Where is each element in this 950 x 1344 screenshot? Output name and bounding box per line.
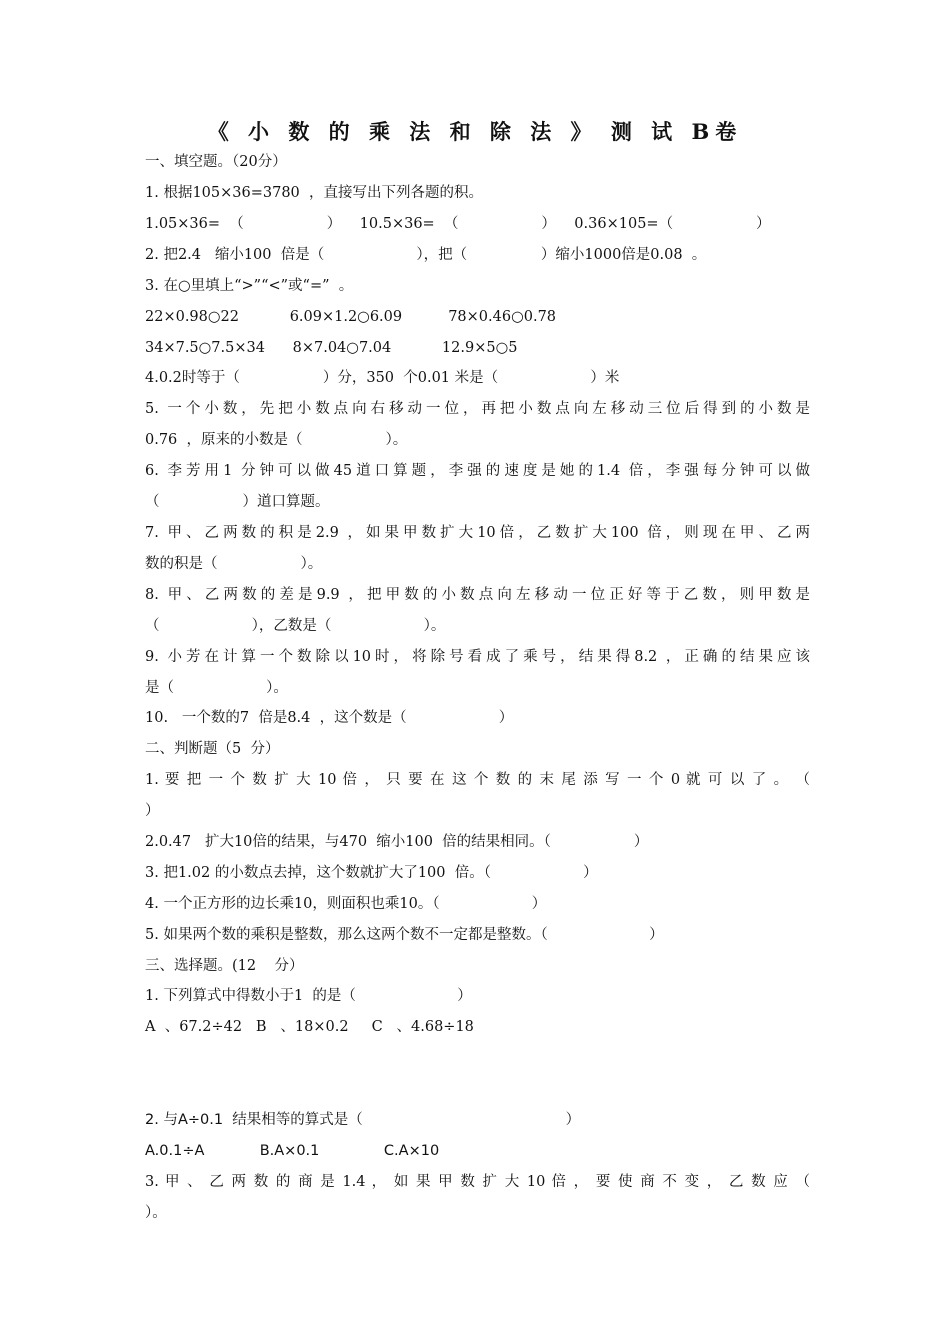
question-line: 6. 李芳用1 分钟可以做45道口算题，李强的速度是她的1.4 倍，李强每分钟可以做 bbox=[145, 463, 810, 479]
question-line: 0.76 ，原来的小数是（ ）。 bbox=[145, 432, 408, 448]
question-line: 3. 甲 、 乙 两 数 的 商 是 1.4 ， 如 果 甲 数 扩 大 10 倍 ， 要 使 商 不 变 ， 乙 数 应 （ bbox=[145, 1174, 810, 1190]
question-line: 3. 在○里填上“>”“<”或“=” 。 bbox=[145, 278, 354, 294]
answer-options: A 、67.2÷42 B 、18×0.2 C 、4.68÷18 bbox=[145, 1019, 474, 1035]
question-line: 是（ ）。 bbox=[145, 680, 288, 696]
question-line: 8. 甲、乙两数的差是9.9 ，把甲数的小数点向左移动一位正好等于乙数，则甲数是 bbox=[145, 587, 810, 603]
question-line: 10. 一个数的7 倍是8.4 ，这个数是（ ） bbox=[145, 710, 514, 726]
question-line: 5. 一个小数，先把小数点向右移动一位，再把小数点向左移动三位后得到的小数是 bbox=[145, 401, 810, 417]
section-heading-true-false: 二、判断题（5 分） bbox=[145, 741, 280, 757]
question-line: 4. 一个正方形的边长乘10，则面积也乘10。（ ） bbox=[145, 896, 547, 912]
question-line: 9. 小芳在计算一个数除以10时，将除号看成了乘号，结果得8.2 ，正确的结果应该 bbox=[145, 649, 810, 665]
question-line: ）。 bbox=[145, 1205, 167, 1221]
question-line: 2.0.47 扩大10倍的结果，与470 缩小100 倍的结果相同。（ ） bbox=[145, 834, 649, 850]
question-line: 34×7.5○7.5×34 8×7.04○7.04 12.9×5○5 bbox=[145, 340, 518, 356]
answer-options: A.0.1÷A B.A×0.1 C.A×10 bbox=[145, 1143, 440, 1159]
page-title: 《 小 数 的 乘 法 和 除 法 》 测 试 B卷 bbox=[207, 119, 743, 144]
question-line: 1.05×36= （ ） 10.5×36= （ ） 0.36×105=（ ） bbox=[145, 216, 771, 232]
question-line: 1. 要 把 一 个 数 扩 大 10 倍 ， 只 要 在 这 个 数 的 末 尾 添 写 一 个 0 就 可 以 了 。 （ bbox=[145, 772, 810, 788]
question-line: （ ），乙数是（ ）。 bbox=[145, 618, 446, 634]
question-line: 2. 与A÷0.1 结果相等的算式是（ ） bbox=[145, 1112, 581, 1128]
question-line: 2. 把2.4 缩小100 倍是（ ），把（ ）缩小1000倍是0.08 。 bbox=[145, 247, 707, 263]
question-line: 22×0.98○22 6.09×1.2○6.09 78×0.46○0.78 bbox=[145, 309, 557, 325]
question-line: 3. 把1.02 的小数点去掉，这个数就扩大了100 倍。（ ） bbox=[145, 865, 598, 881]
question-line: ） bbox=[145, 803, 160, 819]
section-heading-fill-blank: 一、填空题。（20分） bbox=[145, 154, 287, 170]
question-line: （ ）道口算题。 bbox=[145, 494, 330, 510]
question-line: 1. 根据105×36=3780 ，直接写出下列各题的积。 bbox=[145, 185, 483, 201]
question-line: 数的积是（ ）。 bbox=[145, 556, 323, 572]
question-line: 4.0.2时等于（ ）分，350 个0.01 米是（ ）米 bbox=[145, 370, 620, 386]
question-line: 7. 甲、乙两数的积是2.9 ，如果甲数扩大10倍，乙数扩大100 倍，则现在甲、乙两 bbox=[145, 525, 810, 541]
section-heading-multiple-choice: 三、选择题。(12 分） bbox=[145, 958, 304, 974]
question-line: 1. 下列算式中得数小于1 的是（ ） bbox=[145, 988, 472, 1004]
question-line: 5. 如果两个数的乘积是整数，那么这两个数不一定都是整数。（ ） bbox=[145, 927, 664, 943]
